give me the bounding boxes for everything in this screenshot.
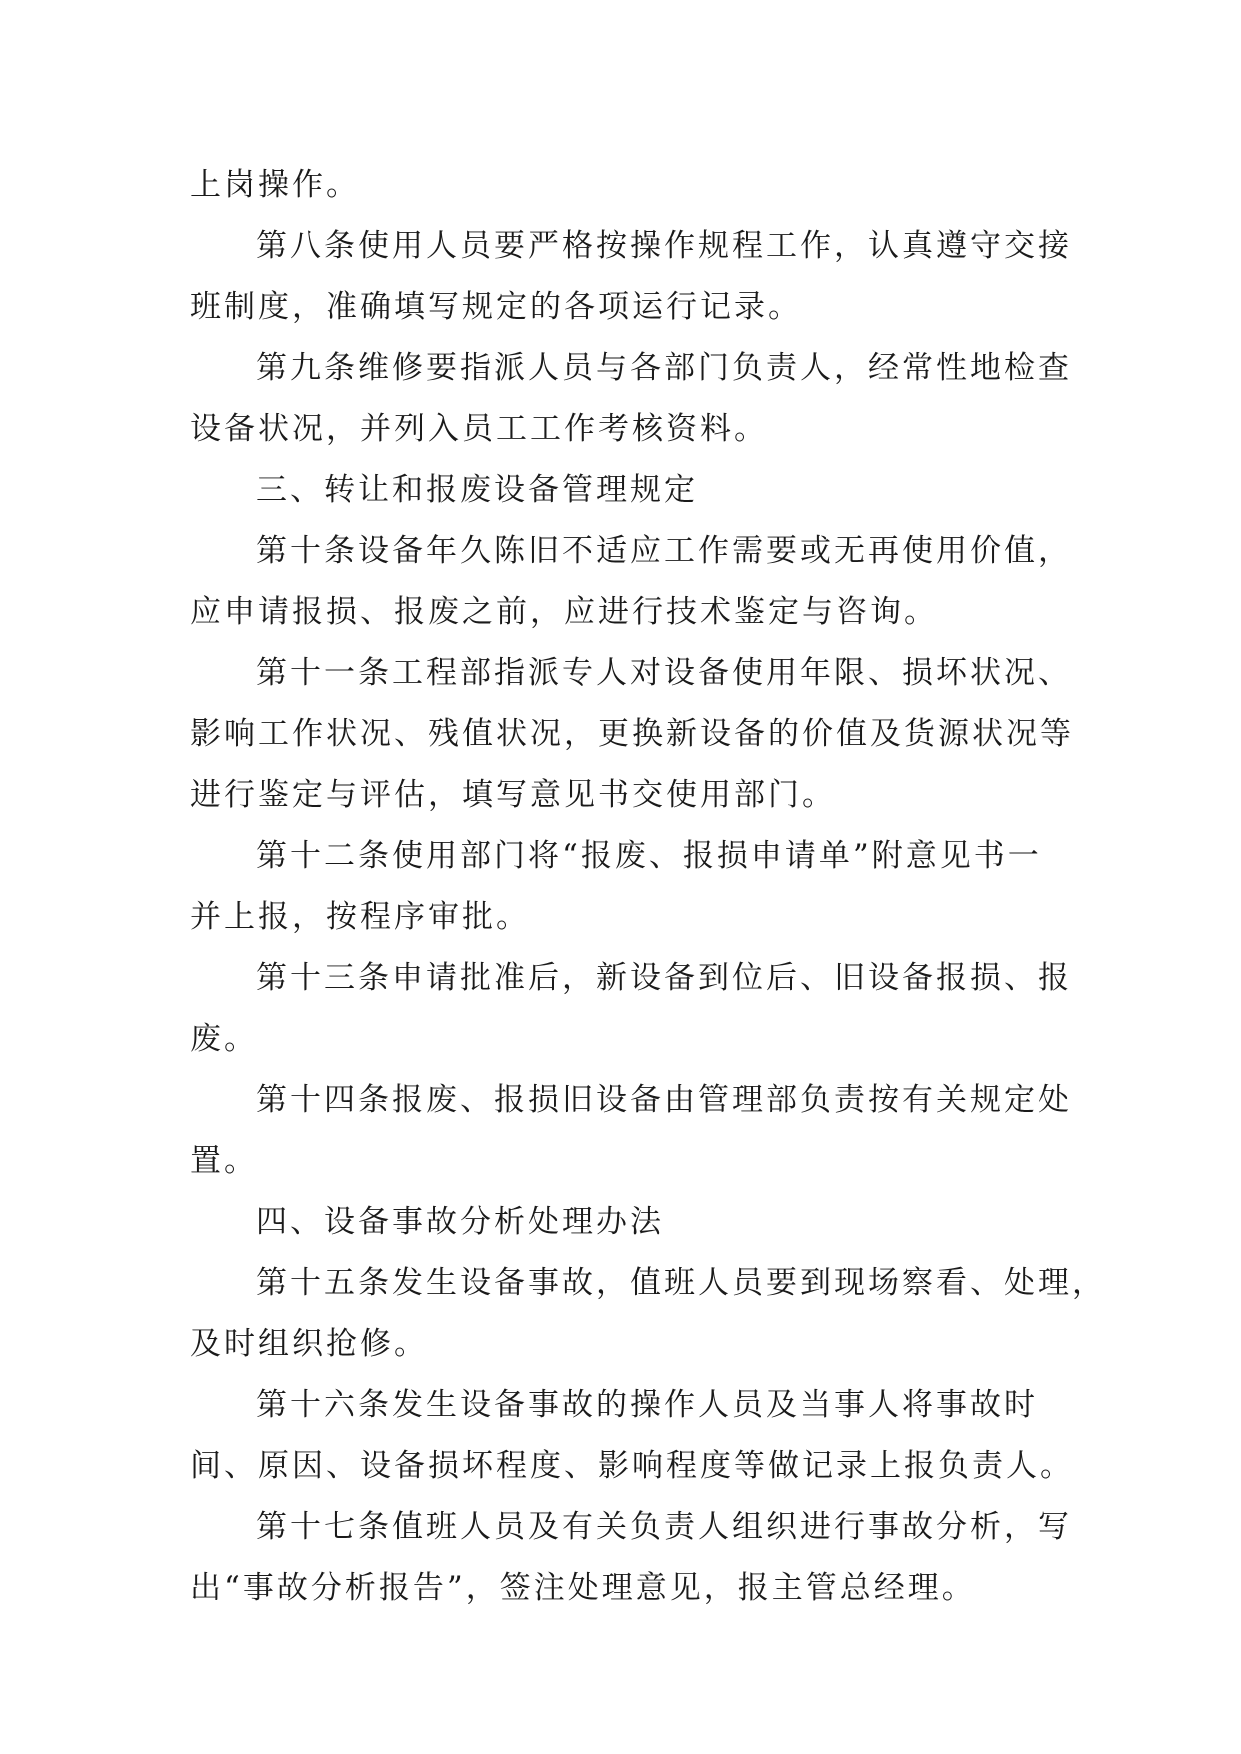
text-line: 第九条维修要指派人员与各部门负责人，经常性地检查 [256, 350, 1072, 386]
document-body [190, 155, 1106, 1619]
text-line: 间、原因、设备损坏程度、影响程度等做记录上报负责人。 [190, 1448, 1074, 1484]
text-line: 置。 [190, 1143, 258, 1179]
text-line: 第十一条工程部指派专人对设备使用年限、损坏状况、 [256, 655, 1072, 691]
text-line: 第十七条值班人员及有关负责人组织进行事故分析，写 [256, 1509, 1072, 1545]
text-line: 并上报，按程序审批。 [190, 899, 530, 935]
text-line: 出“事故分析报告”，签注处理意见，报主管总经理。 [190, 1570, 976, 1606]
text-line: 第十条设备年久陈旧不适应工作需要或无再使用价值， [256, 533, 1072, 569]
text-line: 第十二条使用部门将“报废、报损申请单”附意见书一 [256, 838, 1042, 874]
section-heading: 四、设备事故分析处理办法 [256, 1204, 664, 1240]
text-line: 第十六条发生设备事故的操作人员及当事人将事故时 [256, 1387, 1038, 1423]
text-line: 班制度，准确填写规定的各项运行记录。 [190, 289, 802, 325]
text-line: 废。 [190, 1021, 258, 1057]
section-heading: 三、转让和报废设备管理规定 [256, 472, 698, 508]
text-line: 上岗操作。 [190, 167, 360, 203]
text-line: 第八条使用人员要严格按操作规程工作，认真遵守交接 [256, 228, 1072, 264]
text-line: 第十三条申请批准后，新设备到位后、旧设备报损、报 [256, 960, 1072, 996]
text-line: 设备状况，并列入员工工作考核资料。 [190, 411, 768, 447]
text-line: 进行鉴定与评估，填写意见书交使用部门。 [190, 777, 836, 813]
text-line: 应申请报损、报废之前，应进行技术鉴定与咨询。 [190, 594, 938, 630]
text-line: 影响工作状况、残值状况，更换新设备的价值及货源状况等 [190, 716, 1074, 752]
text-line: 第十四条报废、报损旧设备由管理部负责按有关规定处 [256, 1082, 1072, 1118]
text-line: 及时组织抢修。 [190, 1326, 428, 1362]
text-line: 第十五条发生设备事故，值班人员要到现场察看、处理， [256, 1265, 1106, 1301]
